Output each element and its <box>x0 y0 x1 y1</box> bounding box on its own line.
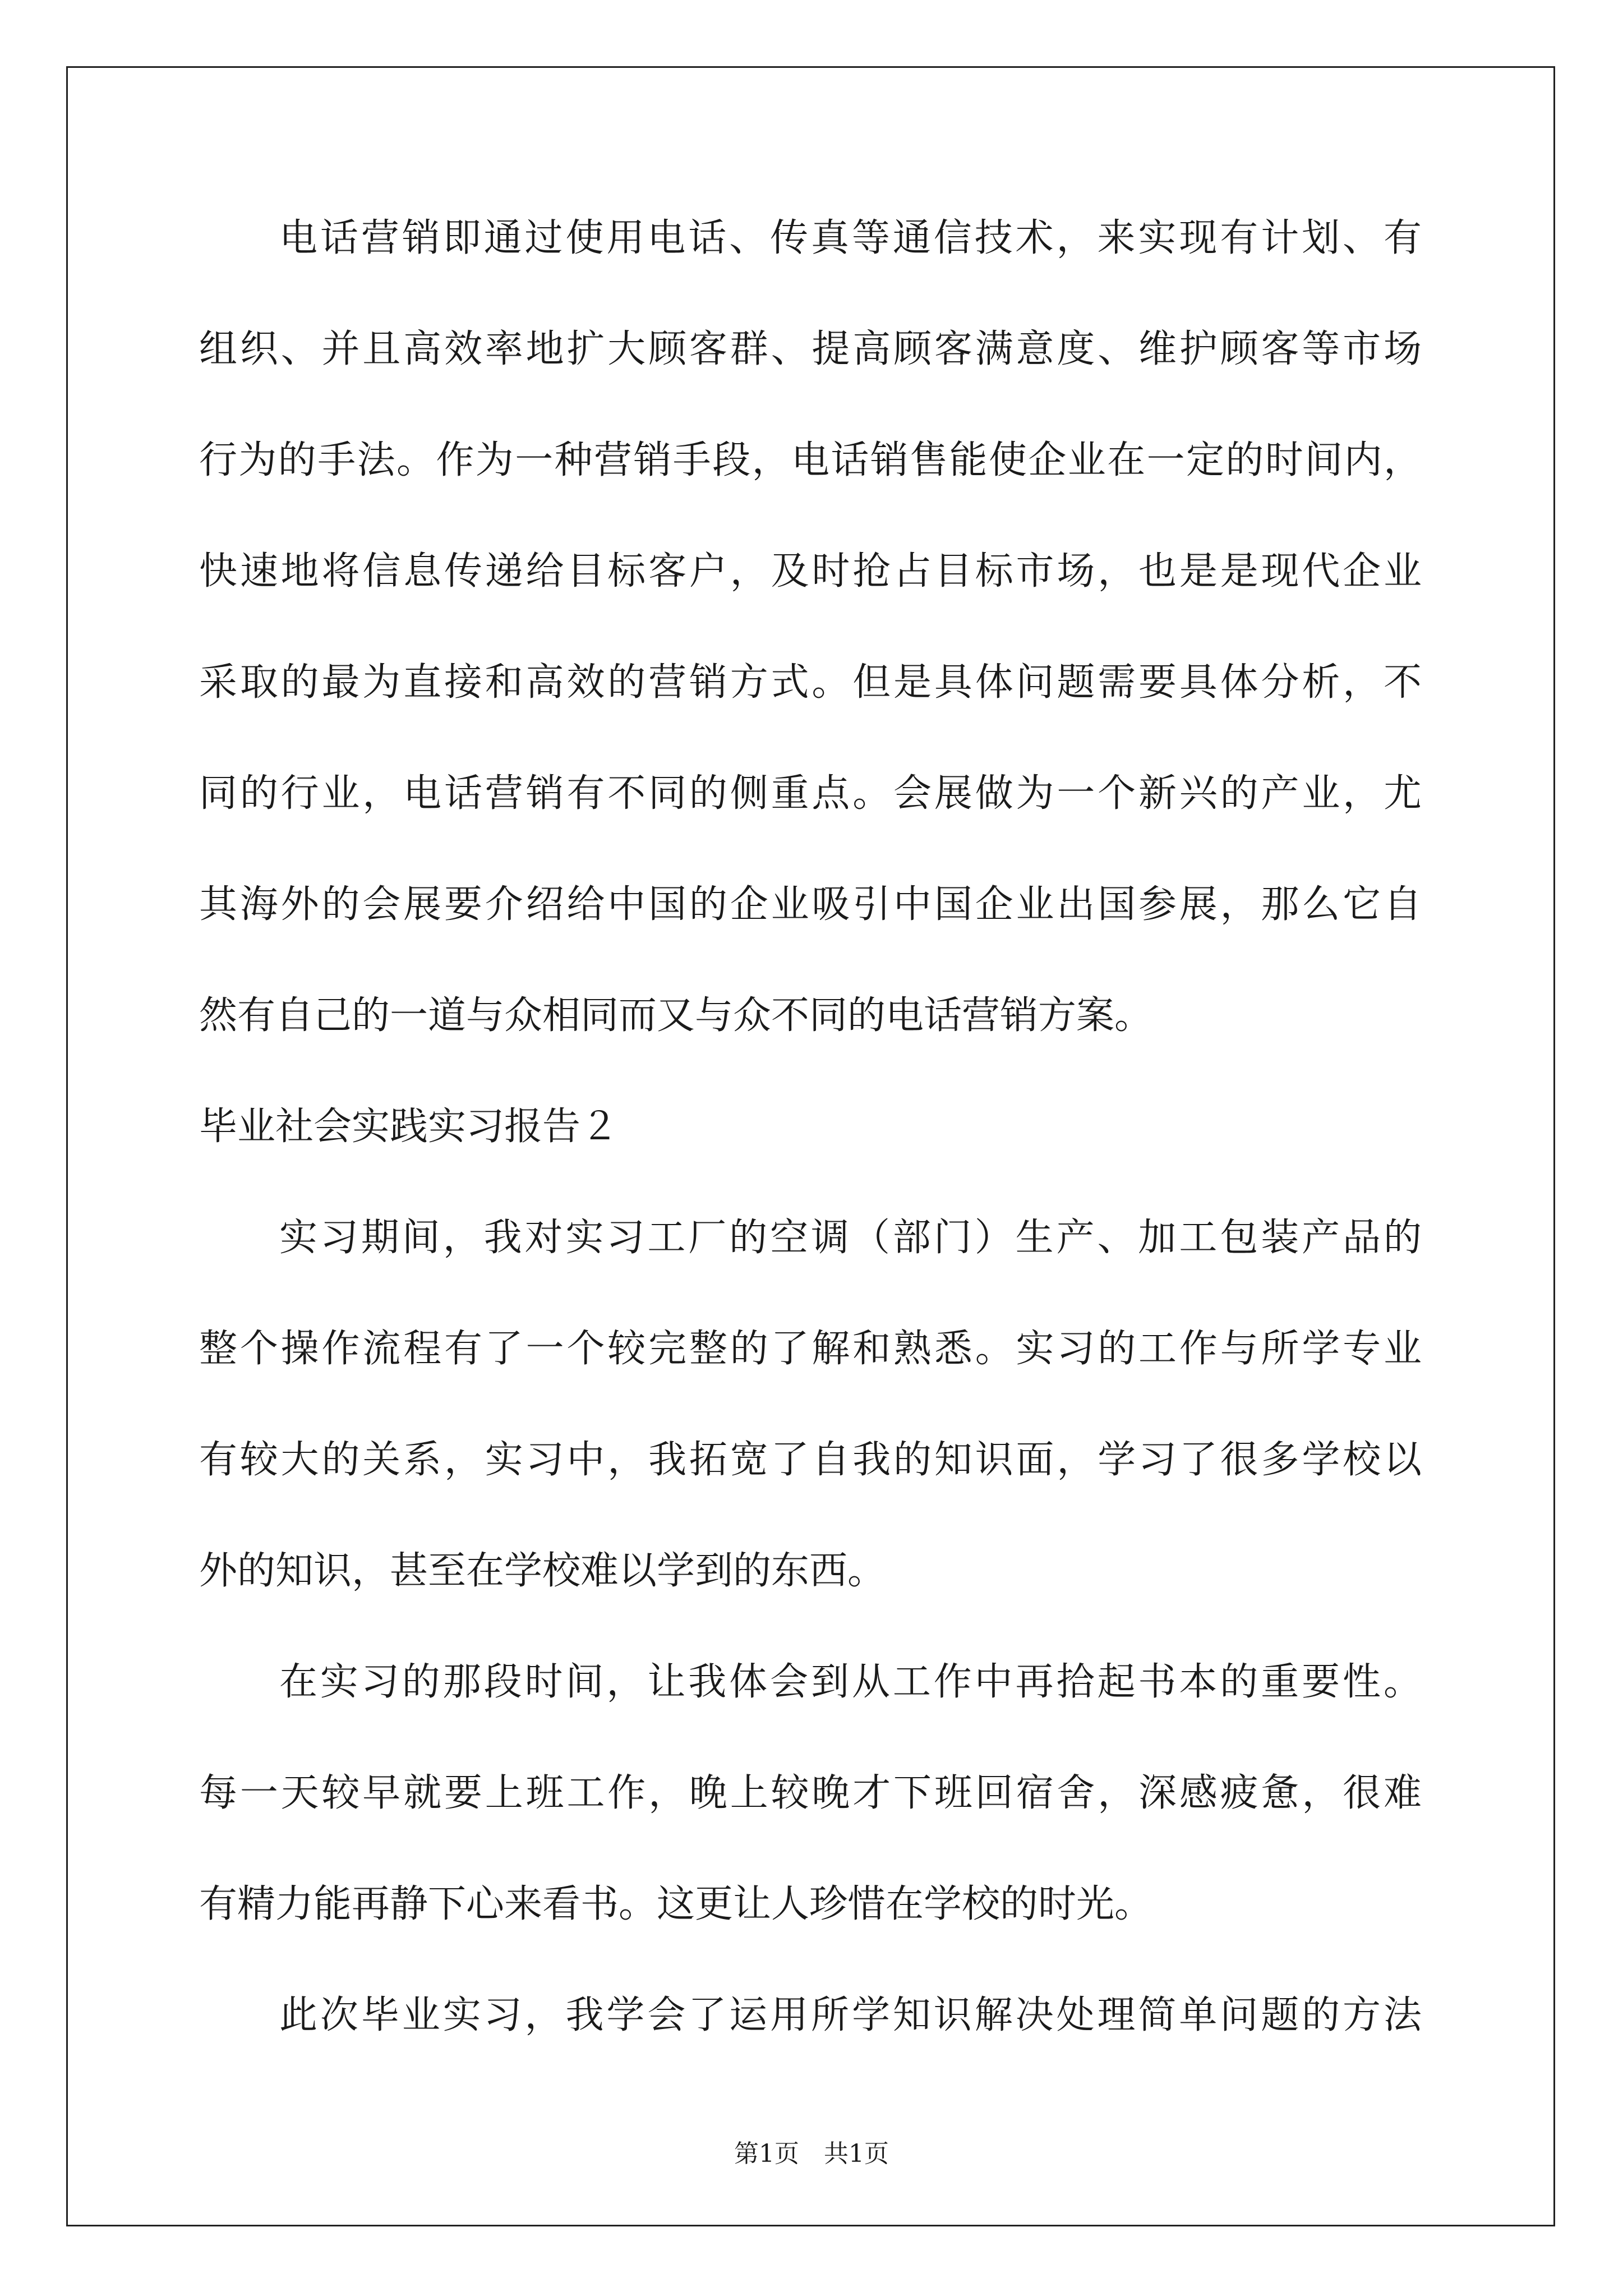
page-number: 第1页 共1页 <box>734 2139 889 2168</box>
paragraph-line: 采取的最为直接和高效的营销方式。但是具体问题需要具体分析，不 <box>199 660 1422 705</box>
paragraph-line: 然有自己的一道与众相同而又与众不同的电话营销方案。 <box>199 993 1153 1038</box>
paragraph-line: 此次毕业实习，我学会了运用所学知识解决处理简单问题的方法 <box>279 1993 1422 2037</box>
paragraph-line: 组织、并且高效率地扩大顾客群、提高顾客满意度、维护顾客等市场 <box>199 327 1422 371</box>
page-footer <box>0 2137 1623 2171</box>
paragraph-line: 每一天较早就要上班工作，晚上较晚才下班回宿舍，深感疲惫，很难 <box>199 1771 1422 1815</box>
paragraph-line: 同的行业，电话营销有不同的侧重点。会展做为一个新兴的产业，尤 <box>199 771 1422 816</box>
paragraph-line: 电话营销即通过使用电话、传真等通信技术，来实现有计划、有 <box>279 216 1422 260</box>
paragraph-line: 外的知识，甚至在学校难以学到的东西。 <box>199 1549 886 1593</box>
paragraph-line: 有精力能再静下心来看书。这更让人珍惜在学校的时光。 <box>199 1882 1153 1926</box>
paragraph-line: 快速地将信息传递给目标客户，及时抢占目标市场，也是是现代企业 <box>199 549 1422 593</box>
paragraph-line: 行为的手法。作为一种营销手段，电话销售能使企业在一定的时间内， <box>199 438 1422 482</box>
paragraph-line: 在实习的那段时间，让我体会到从工作中再拾起书本的重要性。 <box>279 1660 1422 1704</box>
paragraph-line: 整个操作流程有了一个较完整的了解和熟悉。实习的工作与所学专业 <box>199 1327 1422 1371</box>
paragraph-line: 其海外的会展要介绍给中国的企业吸引中国企业出国参展，那么它自 <box>199 882 1422 927</box>
paragraph-line: 实习期间，我对实习工厂的空调（部门）生产、加工包装产品的 <box>279 1216 1422 1260</box>
section-heading: 毕业社会实践实习报告２ <box>199 1105 619 1149</box>
paragraph-line: 有较大的关系，实习中，我拓宽了自我的知识面，学习了很多学校以 <box>199 1438 1422 1482</box>
